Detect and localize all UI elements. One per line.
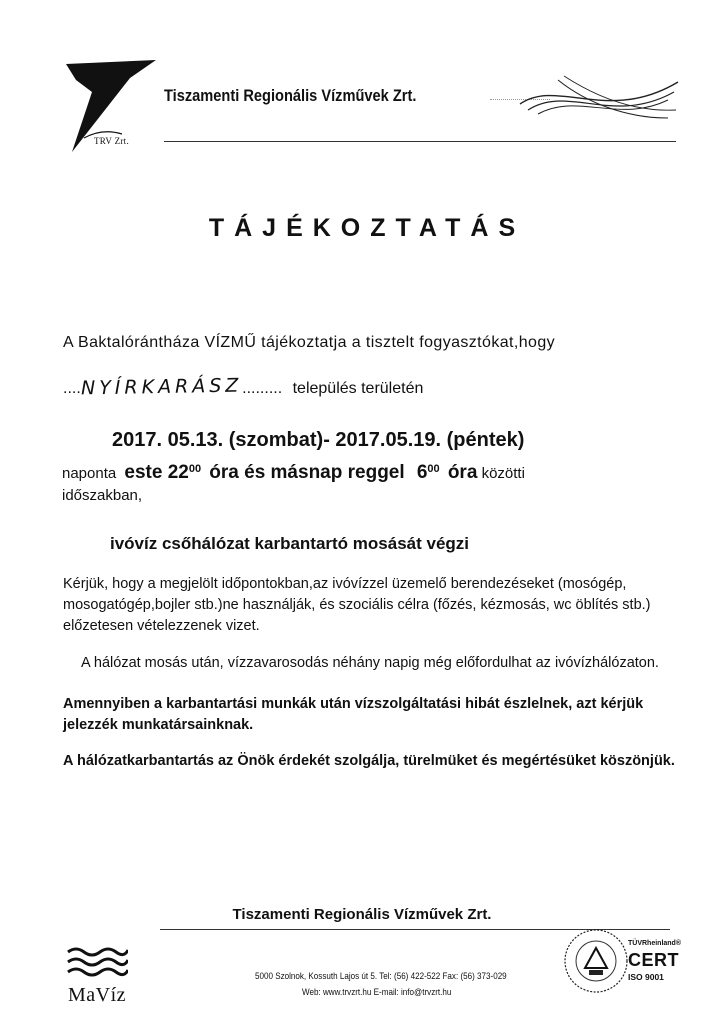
time-line [62, 462, 525, 484]
header-company-name: Tiszamenti Regionális Vízművek Zrt. [164, 86, 417, 105]
footer-address: 5000 Szolnok, Kossuth Lajos út 5. Tel: (56) 422-522 Fax: (56) 373-029 [255, 971, 507, 982]
time-morning: 6 [416, 462, 428, 483]
time-morning-sup: 00 [427, 463, 440, 475]
time-prefix: naponta [62, 465, 117, 482]
cert-iso: ISO 9001 [628, 972, 664, 982]
footer-company-name: Tiszamenti Regionális Vízművek Zrt. [232, 906, 492, 923]
place-trailing-dots: ......... [242, 380, 283, 397]
place-name-handwritten: NYÍRKARÁSZ [80, 374, 243, 400]
place-suffix: település területén [292, 380, 424, 397]
request-paragraph: Kérjük, hogy a megjelölt időpontokban,az ivóvízzel üzemelő berendezéseket (mosógép, mosogatógép,bojler stb.)ne használják, és szociális célra (főzés, kézmosás, wc öblítés stb.) előzetesen vételezzenek vizet. [63, 576, 651, 634]
time-hour: óra [447, 462, 478, 483]
header-rule [164, 141, 676, 142]
place-leading-dots: .... [63, 380, 81, 397]
date-range: 2017. 05.13. (szombat)- 2017.05.19. (péntek) [112, 429, 525, 451]
wave-swoosh-logo [518, 74, 680, 122]
tuv-seal-icon [563, 928, 629, 994]
place-line [63, 376, 423, 398]
time-evening: este 22 [124, 462, 189, 483]
maviz-wave-icon [66, 946, 128, 982]
maviz-logo-text: MaVíz [68, 984, 127, 1006]
thanks-paragraph: A hálózatkarbantartás az Önök érdekét szolgálja, türelmüket és megértésüket köszönjük. [63, 753, 675, 769]
turbidity-paragraph: A hálózat mosás után, vízzavarosodás néhány napig még előfordulhat az ivóvízhálózaton. [81, 655, 659, 671]
action-statement: ivóvíz csőhálózat karbantartó mosását végzi [110, 534, 470, 553]
time-evening-sup: 00 [188, 463, 202, 475]
time-middle: óra és másnap reggel [209, 462, 405, 483]
time-period: időszakban, [62, 487, 143, 504]
cert-word: CERT [628, 950, 679, 970]
footer-contact: Web: www.trvzrt.hu E-mail: info@trvzrt.hu [302, 987, 452, 998]
report-paragraph: Amennyiben a karbantartási munkák után vízszolgáltatási hibát észlelnek, azt kérjük jelezzék munkatársainknak. [63, 696, 644, 733]
intro-text: A Baktalórántháza VÍZMŰ tájékoztatja a tisztelt fogyasztókat,hogy [63, 334, 556, 351]
cert-brand: TÜVRheinland® [628, 940, 681, 947]
logo-caption: TRV Zrt. [94, 136, 130, 146]
time-suffix: közötti [481, 465, 525, 482]
page-title: TÁJÉKOZTATÁS [208, 214, 526, 242]
